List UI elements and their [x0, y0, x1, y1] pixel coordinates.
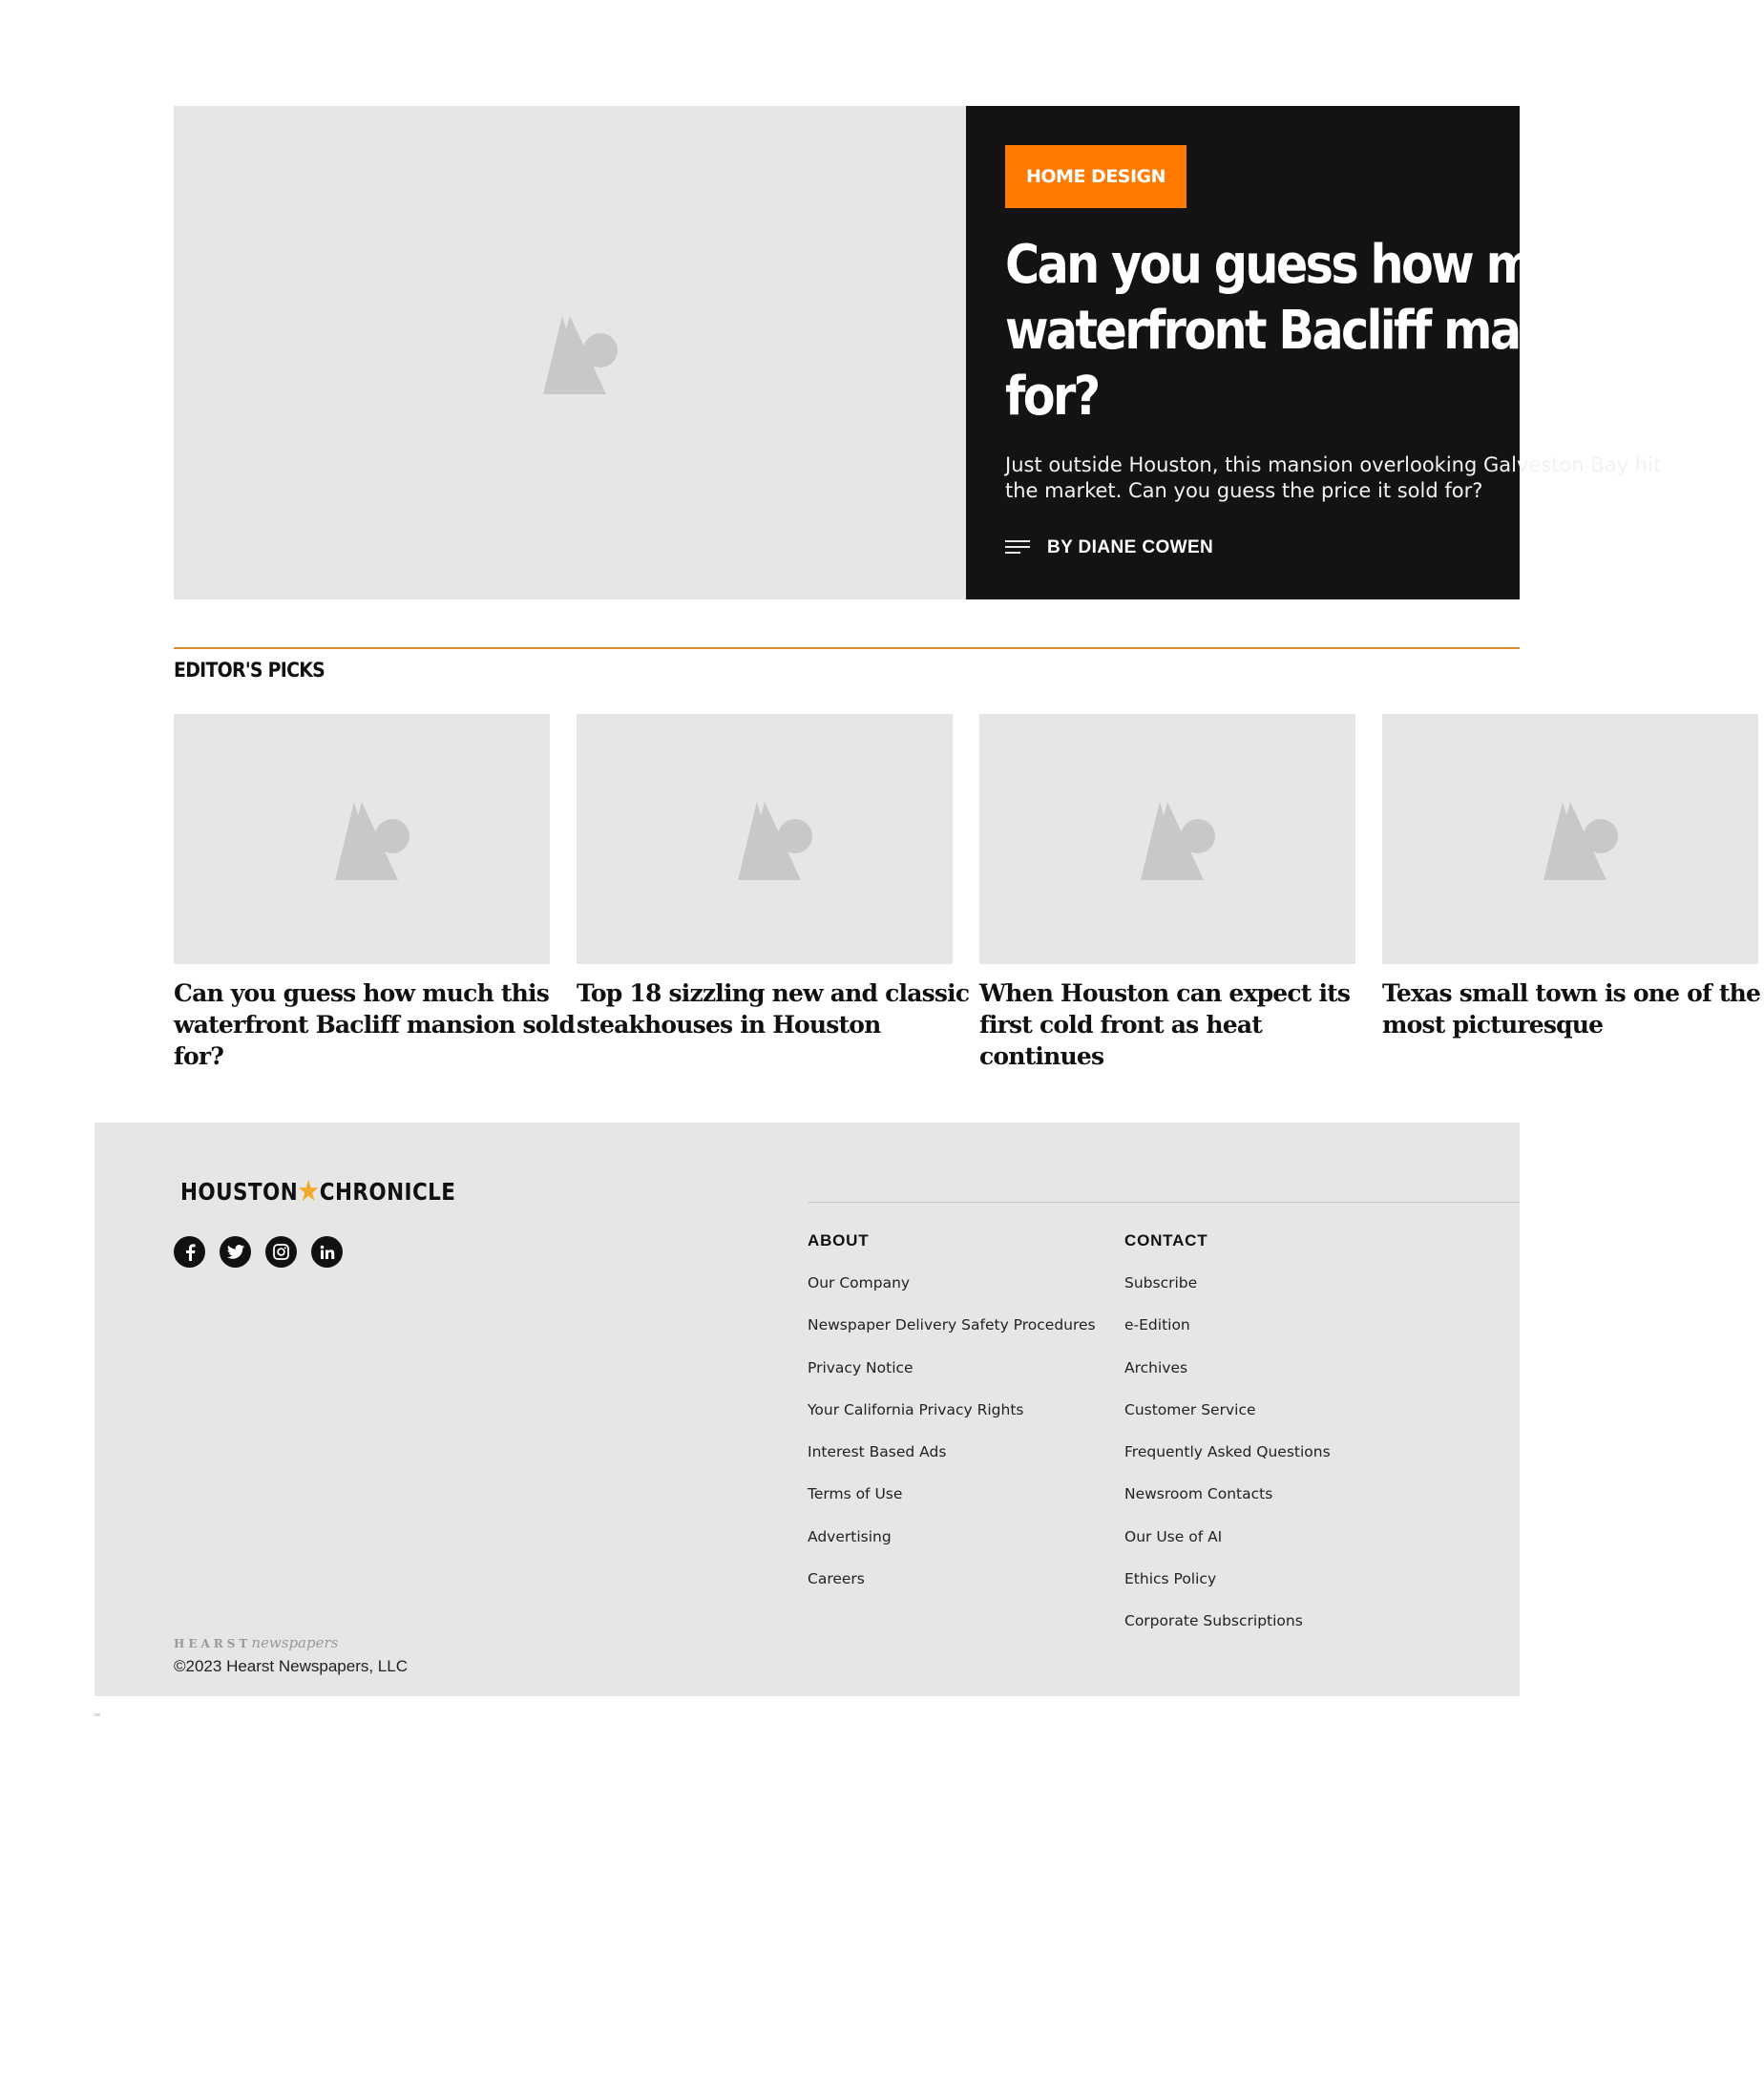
- footer-link[interactable]: Privacy Notice: [808, 1358, 914, 1376]
- category-kicker[interactable]: HOME DESIGN: [1005, 145, 1186, 208]
- footer-link[interactable]: Your California Privacy Rights: [808, 1400, 1024, 1418]
- footer-link[interactable]: Subscribe: [1124, 1274, 1198, 1292]
- pick-headline[interactable]: [577, 977, 970, 1040]
- pick-headline[interactable]: [979, 977, 1355, 1072]
- footer-link[interactable]: Our Use of AI: [1124, 1527, 1223, 1545]
- pick-headline-line: first cold front as heat: [979, 1011, 1262, 1039]
- pick-headline-line: most picturesque: [1382, 1011, 1604, 1039]
- twitter-icon[interactable]: [220, 1236, 251, 1268]
- image-placeholder-icon: [312, 798, 411, 880]
- footer-contact-column: [1124, 1218, 1331, 1643]
- editors-picks-list: [174, 714, 1761, 1077]
- linkedin-icon[interactable]: [311, 1236, 343, 1268]
- footer-about-column: [808, 1218, 1096, 1600]
- pick-headline[interactable]: [1382, 977, 1761, 1040]
- pick-headline-line: waterfront Bacliff mansion sold: [174, 1011, 576, 1039]
- pick-card[interactable]: [577, 714, 970, 1040]
- instagram-icon[interactable]: [265, 1236, 297, 1268]
- star-icon: ★: [297, 1174, 321, 1208]
- pick-image-placeholder[interactable]: [1382, 714, 1758, 964]
- pick-headline-line: for?: [174, 1042, 224, 1070]
- footer-column-title: CONTACT: [1124, 1231, 1208, 1250]
- hero-dek-line: Just outside Houston, this mansion overlooking Galveston Bay hit: [1005, 453, 1662, 476]
- facebook-icon[interactable]: [174, 1236, 205, 1268]
- image-placeholder-icon: [1118, 798, 1217, 880]
- pick-card[interactable]: [174, 714, 576, 1072]
- logo-word: CHRONICLE: [319, 1177, 456, 1206]
- hero-image-placeholder[interactable]: [174, 106, 966, 599]
- hearst-wordmark: HEARST: [174, 1637, 252, 1650]
- pick-headline-line: continues: [979, 1042, 1104, 1070]
- footer-link[interactable]: Our Company: [808, 1274, 911, 1292]
- copyright: ©2023 Hearst Newspapers, LLC: [174, 1657, 408, 1675]
- hero-headline[interactable]: [1005, 232, 1764, 430]
- footer-divider: [808, 1202, 1520, 1203]
- footer-link[interactable]: Frequently Asked Questions: [1124, 1443, 1331, 1461]
- pick-image-placeholder[interactable]: [979, 714, 1355, 964]
- pick-card[interactable]: [979, 714, 1355, 1072]
- logo-word: HOUSTON: [180, 1177, 299, 1206]
- hero-headline-line: for?: [1005, 366, 1099, 428]
- footer-link[interactable]: Archives: [1124, 1358, 1188, 1376]
- hearst-newspapers-logo[interactable]: [174, 1634, 338, 1651]
- byline-author: BY DIANE COWEN: [1047, 537, 1214, 557]
- pick-image-placeholder[interactable]: [174, 714, 550, 964]
- footer-link[interactable]: Corporate Subscriptions: [1124, 1612, 1303, 1630]
- pick-headline[interactable]: [174, 977, 576, 1072]
- tracking-pixel-mark: ▫▫: [94, 1711, 100, 1719]
- footer-link[interactable]: e-Edition: [1124, 1316, 1190, 1334]
- hero-headline-line: Can you guess how much this: [1005, 234, 1724, 296]
- hero-text-panel: [966, 106, 1764, 599]
- hero-story[interactable]: [174, 106, 1764, 599]
- image-placeholder-icon: [520, 312, 620, 394]
- footer-link[interactable]: Newsroom Contacts: [1124, 1485, 1273, 1503]
- hero-headline-line: waterfront Bacliff mansion sold: [1005, 300, 1764, 362]
- image-placeholder-icon: [1521, 798, 1620, 880]
- footer-link[interactable]: Newspaper Delivery Safety Procedures: [808, 1316, 1096, 1334]
- footer-link[interactable]: Careers: [808, 1570, 865, 1588]
- social-links: [174, 1236, 343, 1268]
- section-divider: [174, 647, 1520, 649]
- pick-headline-line: Top 18 sizzling new and classic: [577, 979, 970, 1007]
- footer-link[interactable]: Customer Service: [1124, 1400, 1256, 1418]
- footer-link[interactable]: Advertising: [808, 1527, 892, 1545]
- pick-headline-line: Can you guess how much this: [174, 979, 549, 1007]
- hearst-wordmark-italic: newspapers: [251, 1634, 339, 1651]
- section-title: EDITOR'S PICKS: [174, 659, 326, 682]
- image-placeholder-icon: [715, 798, 814, 880]
- footer-column-title: ABOUT: [808, 1231, 870, 1250]
- houston-chronicle-logo[interactable]: [180, 1174, 455, 1208]
- pick-image-placeholder[interactable]: [577, 714, 953, 964]
- pick-headline-line: steakhouses in Houston: [577, 1011, 881, 1039]
- footer-link[interactable]: Ethics Policy: [1124, 1570, 1217, 1588]
- text-lines-icon: [1005, 540, 1030, 556]
- footer-link[interactable]: Interest Based Ads: [808, 1443, 947, 1461]
- hero-dek-line: the market. Can you guess the price it sold for?: [1005, 479, 1483, 502]
- site-footer: [94, 1123, 1520, 1696]
- byline[interactable]: [1005, 537, 1213, 558]
- pick-headline-line: Texas small town is one of the: [1382, 979, 1761, 1007]
- hero-dek: [1005, 452, 1661, 504]
- pick-card[interactable]: [1382, 714, 1761, 1040]
- footer-link[interactable]: Terms of Use: [808, 1485, 903, 1503]
- pick-headline-line: When Houston can expect its: [979, 979, 1351, 1007]
